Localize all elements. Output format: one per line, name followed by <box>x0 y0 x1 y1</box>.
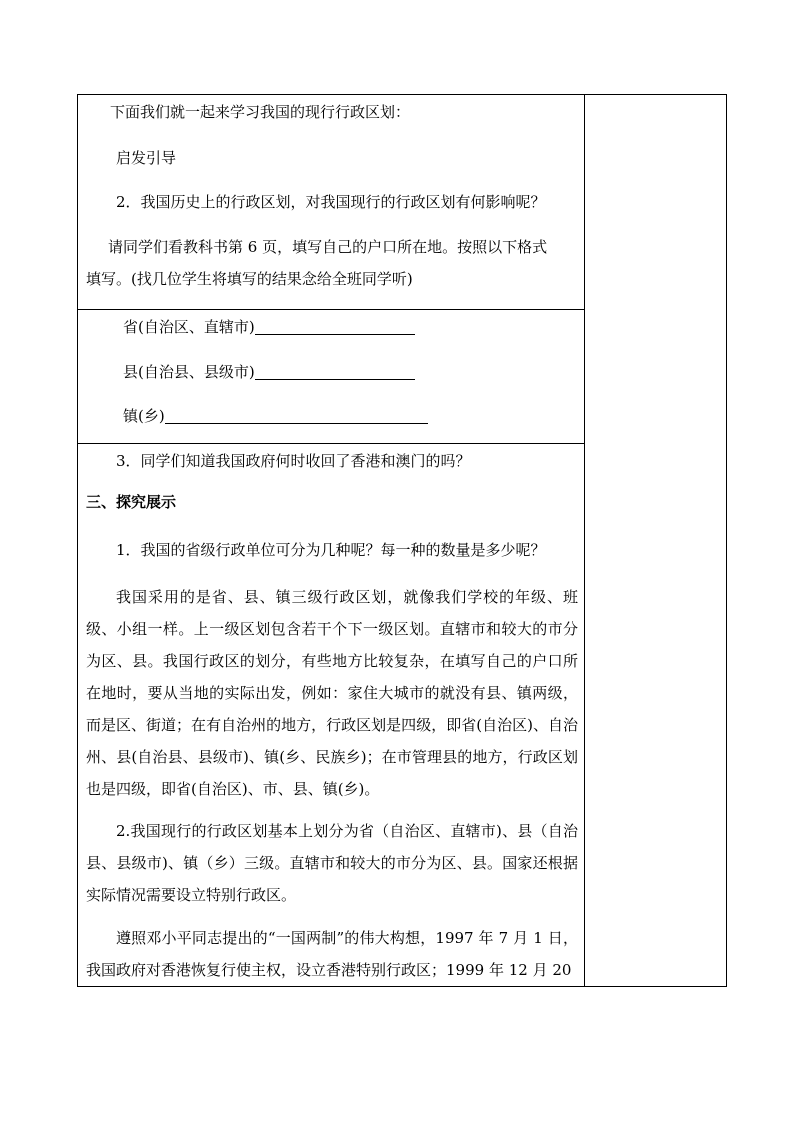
column-divider <box>584 95 585 986</box>
guidance-label: 启发引导 <box>116 149 177 167</box>
province-blank[interactable] <box>255 320 415 335</box>
lesson-table <box>77 94 727 987</box>
question-2: 2．我国历史上的行政区划，对我国现行的行政区划有何影响呢？ <box>116 193 546 211</box>
county-label: 县(自治县、县级市) <box>123 363 255 381</box>
section-heading: 三、探究展示 <box>86 493 177 511</box>
intro-line: 下面我们就一起来学习我国的现行行政区划： <box>110 103 411 121</box>
county-row <box>123 365 415 380</box>
town-label: 镇(乡) <box>123 407 165 425</box>
question-1: 1．我国的省级行政单位可分为几种呢？每一种的数量是多少呢？ <box>116 541 546 559</box>
town-blank[interactable] <box>165 409 428 424</box>
province-row <box>123 320 415 335</box>
instruction-line-1: 请同学们看教科书第 6 页，填写自己的户口所在地。按照以下格式 <box>108 238 548 256</box>
address-form-box <box>78 309 584 444</box>
paragraph-2: 2.我国现行的行政区划基本上划分为省（自治区、直辖市)、县（自治县、县级市)、镇（乡）三级。直辖市和较大的市分为区、县。国家还根据实际情况需要设立特别行政区。 <box>86 822 578 904</box>
paragraph-3: 遵照邓小平同志提出的“一国两制”的伟大构想，1997 年 7 月 1 日，我国政府对香港恢复行使主权，设立香港特别行政区；1999 年 12 月 20 <box>86 929 578 979</box>
county-blank[interactable] <box>255 365 415 380</box>
paragraph-1: 我国采用的是省、县、镇三级行政区划，就像我们学校的年级、班级、小组一样。上一级区划包含若干个下一级区划。直辖市和较大的市分为区、县。我国行政区的划分，有些地方比较复杂，在填写自己的户口所在地时，要从当地的实际出发，例如：家住大城市的就没有县、镇两级，而是区、街道；在有自治州的地方，行政区划是四级，即省(自治区)、自治州、县(自治县、县级市)、镇(乡、民族乡)；在市管理县的地方，行政区划也是四级，即省(自治区)、市、县、镇(乡)。 <box>86 588 578 798</box>
question-3: 3．同学们知道我国政府何时收回了香港和澳门的吗？ <box>116 452 471 470</box>
province-label: 省(自治区、直辖市) <box>123 318 255 336</box>
town-row <box>123 409 428 424</box>
instruction-line-2: 填写。(找几位学生将填写的结果念给全班同学听) <box>86 270 413 288</box>
